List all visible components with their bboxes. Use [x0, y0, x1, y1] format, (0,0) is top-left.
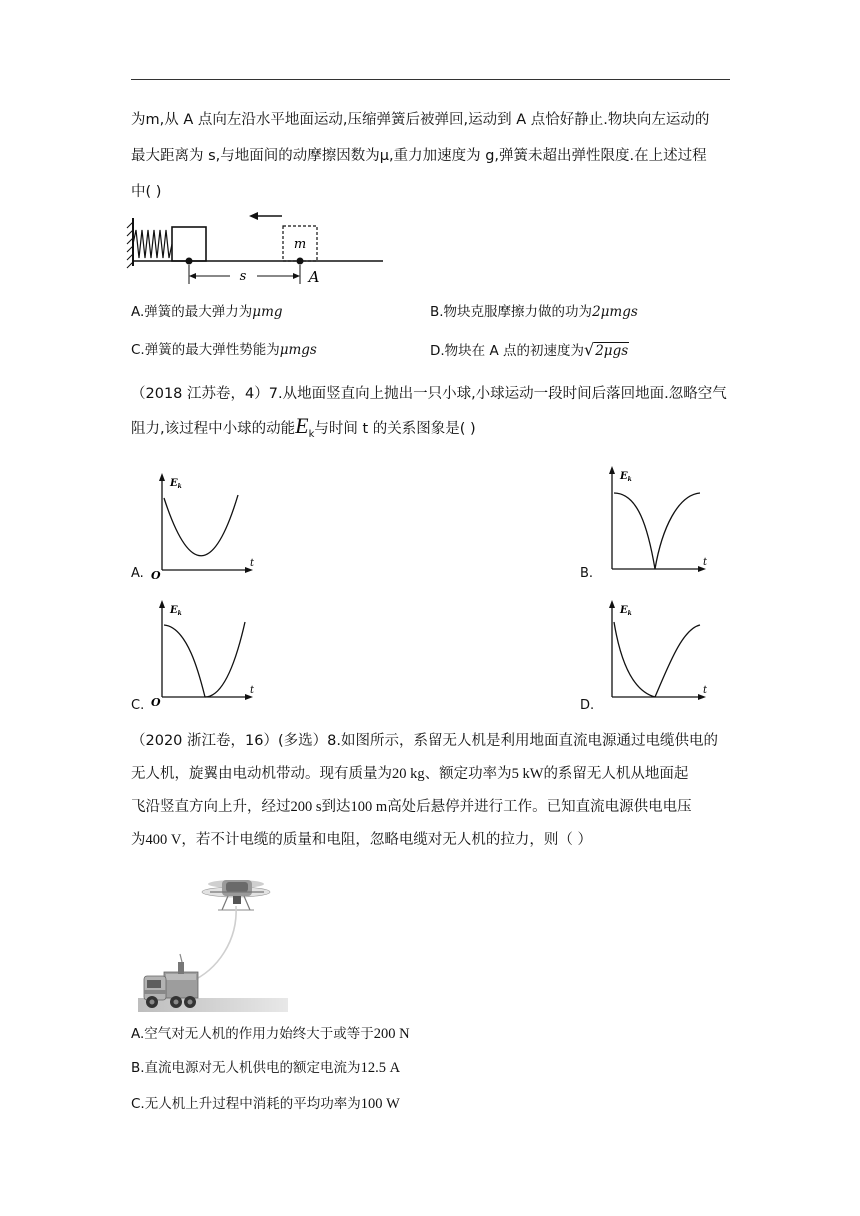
q6-option-d-math: 2μgs	[595, 343, 629, 359]
graph-a-y-sub: k	[177, 483, 182, 490]
ek-symbol: E	[295, 413, 309, 438]
graph-b-label: B.	[580, 566, 594, 581]
header-rule	[131, 79, 730, 80]
distance-label: s	[239, 269, 247, 284]
height-value: 100 m	[350, 799, 388, 815]
graph-b[interactable]	[600, 463, 715, 578]
q6-option-a[interactable]	[131, 302, 283, 322]
power-value: 5 kW	[511, 766, 544, 782]
q8-option-a[interactable]	[131, 1024, 410, 1044]
q6-option-a-text: A.弹簧的最大弹力为	[131, 304, 253, 320]
spring-block-figure	[125, 210, 390, 295]
q6-option-d-text: D.物块在 A 点的初速度为	[430, 343, 585, 359]
svg-text:Ek	[619, 605, 632, 617]
q6-option-b-text: B.物块克服摩擦力做的功为	[430, 304, 593, 320]
graph-c-y-sub: k	[177, 610, 182, 617]
q7-line-2-post: 与时间 t 的关系图象是( )	[314, 421, 476, 437]
time-value: 200 s	[290, 799, 322, 815]
graph-c-origin: O	[151, 696, 161, 709]
q6-option-b-math: 2μmgs	[592, 304, 638, 320]
graph-b-x-label: t	[703, 557, 708, 568]
graph-b-y-sub: k	[627, 476, 632, 483]
graph-a[interactable]	[150, 470, 265, 580]
q8-option-c-text: C.无人机上升过程中消耗的平均功率为	[131, 1096, 361, 1112]
svg-text:Ek	[169, 478, 182, 490]
q7-line-1: （2018 江苏卷，4）7.从地面竖直向上抛出一只小球,小球运动一段时间后落回地面.忽略空气	[131, 386, 727, 402]
q6-line-2: 最大距离为 s,与地面间的动摩擦因数为μ,重力加速度为 g,弹簧未超出弹性限度.在上述过程	[131, 148, 707, 164]
q6-option-c-math: μmgs	[279, 342, 317, 358]
q8-option-c[interactable]	[131, 1094, 400, 1114]
sqrt-sign-icon: √	[584, 340, 595, 359]
q8-option-b-text: B.直流电源对无人机供电的额定电流为	[131, 1060, 361, 1076]
graph-c[interactable]	[150, 597, 265, 707]
graph-a-origin: O	[151, 569, 161, 582]
graph-d-label: D.	[580, 698, 595, 713]
q6-option-b[interactable]	[430, 302, 638, 322]
q8-option-a-text: A.空气对无人机的作用力始终大于或等于	[131, 1026, 374, 1042]
q7-line-2-pre: 阻力,该过程中小球的动能	[131, 421, 296, 437]
graph-c-label: C.	[131, 698, 145, 713]
q6-option-d[interactable]	[430, 340, 629, 361]
graph-a-y-label: E	[170, 478, 178, 489]
graph-d-y-sub: k	[627, 610, 632, 617]
q6-option-c-text: C.弹簧的最大弹性势能为	[131, 342, 280, 358]
q8-option-a-value: 200 N	[373, 1026, 410, 1042]
q8-option-b[interactable]	[131, 1058, 400, 1078]
q6-line-1: 为m,从 A 点向左沿水平地面运动,压缩弹簧后被弹回,运动到 A 点恰好静止.物块向左运动的	[131, 112, 710, 128]
truck-icon	[138, 954, 288, 1012]
graph-c-x-label: t	[250, 685, 255, 696]
svg-text:Ek	[169, 605, 182, 617]
q8-line-3: 飞沿竖直方向上升，经过200 s到达100 m高处后悬停并进行工作。已知直流电源供电电压	[131, 799, 692, 815]
q7-line-2	[131, 413, 476, 445]
q8-line-1: （2020 浙江卷，16）(多选）8.如图所示，系留无人机是利用地面直流电源通过电缆供电的	[131, 733, 718, 749]
mass-label: m	[293, 237, 307, 252]
q6-line-3: 中( )	[131, 184, 162, 200]
graph-a-x-label: t	[250, 558, 255, 569]
q6-option-a-math: μmg	[252, 304, 283, 320]
mass-value: 20 kg	[392, 766, 425, 782]
q8-line-4: 为400 V，若不计电缆的质量和电阻，忽略电缆对无人机的拉力，则（ ）	[131, 832, 592, 848]
voltage-value: 400 V	[145, 832, 182, 848]
graph-b-y-label: E	[620, 471, 628, 482]
q8-option-b-value: 12.5 A	[360, 1060, 401, 1076]
graph-a-label: A.	[131, 566, 144, 581]
drone-truck-illustration	[138, 870, 288, 1015]
graph-d-y-label: E	[620, 605, 628, 616]
q8-option-c-value: 100 W	[360, 1096, 400, 1112]
graph-c-y-label: E	[170, 605, 178, 616]
q8-line-2: 无人机，旋翼由电动机带动。现有质量为20 kg、额定功率为5 kW的系留无人机从地面起	[131, 766, 689, 782]
graph-d[interactable]	[600, 597, 715, 707]
ek-subscript: k	[308, 428, 315, 440]
point-a-label: A	[308, 268, 320, 286]
drone-icon	[202, 880, 270, 910]
q6-option-c[interactable]	[131, 340, 317, 360]
svg-text:Ek	[619, 471, 632, 483]
graph-d-x-label: t	[703, 685, 708, 696]
